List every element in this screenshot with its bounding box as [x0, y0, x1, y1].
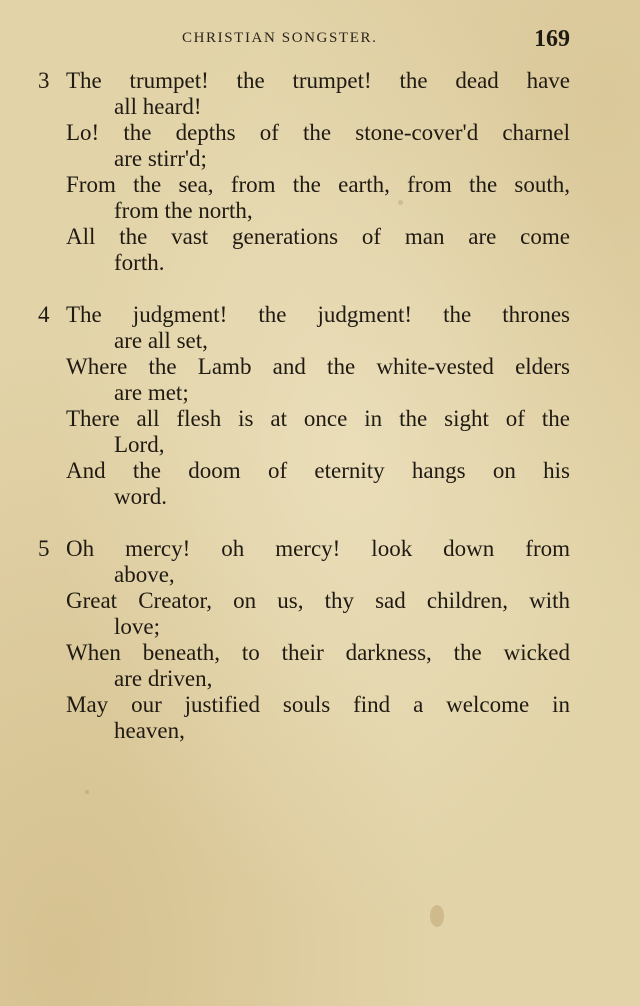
stanza-number: 5 [38, 536, 50, 561]
verse-line-text: There all flesh is at once in the sight of the [66, 406, 570, 431]
verse-line-continuation: are met; [114, 380, 189, 405]
verse-line-continuation: love; [114, 614, 160, 639]
verse-line [38, 640, 570, 692]
verse-line-continuation: word. [114, 484, 168, 509]
verse-line-text: The trumpet! the trumpet! the dead have [66, 68, 570, 93]
verse-line-continuation: are stirr'd; [114, 146, 207, 171]
verse-line-text: And the doom of eternity hangs on his [66, 458, 570, 483]
verse-line-continuation: are all set, [114, 328, 208, 353]
verse-line [38, 224, 570, 276]
verse-line-continuation: from the north, [114, 198, 253, 223]
verse-line-continuation: above, [114, 562, 175, 587]
verse-line [38, 354, 570, 406]
verse-line-text: Great Creator, on us, thy sad children, with [66, 588, 570, 613]
verse-line-text: May our justified souls find a welcome in [66, 692, 570, 717]
stanza-5 [38, 536, 570, 744]
stanza-4 [38, 302, 570, 510]
verse-line [38, 302, 570, 354]
verse-line-text: When beneath, to their darkness, the wicked [66, 640, 570, 665]
verse-line [38, 406, 570, 458]
running-head: CHRISTIAN SONGSTER. [182, 30, 378, 46]
verse-line-text: From the sea, from the earth, from the south, [66, 172, 570, 197]
stanza-number: 3 [38, 68, 50, 93]
verse-line-text: All the vast generations of man are come [66, 224, 570, 249]
paper-stain [430, 905, 444, 927]
verse-line-text: Lo! the depths of the stone-cover'd charnel [66, 120, 570, 145]
stanza-3 [38, 68, 570, 276]
paper-stain [85, 790, 89, 794]
verse-line-continuation: Lord, [114, 432, 165, 457]
hymn-text [38, 68, 570, 770]
verse-line [38, 588, 570, 640]
page-number: 169 [534, 26, 570, 52]
verse-line [38, 172, 570, 224]
verse-line-continuation: heaven, [114, 718, 185, 743]
verse-line [38, 120, 570, 172]
verse-line-continuation: all heard! [114, 94, 202, 119]
verse-line [38, 458, 570, 510]
verse-line-continuation: forth. [114, 250, 165, 275]
verse-line-continuation: are driven, [114, 666, 213, 691]
verse-line [38, 692, 570, 744]
verse-line-text: The judgment! the judgment! the thrones [66, 302, 570, 327]
stanza-number: 4 [38, 302, 50, 327]
verse-line [38, 536, 570, 588]
verse-line-text: Oh mercy! oh mercy! look down from [66, 536, 570, 561]
verse-line-text: Where the Lamb and the white-vested elders [66, 354, 570, 379]
verse-line [38, 68, 570, 120]
